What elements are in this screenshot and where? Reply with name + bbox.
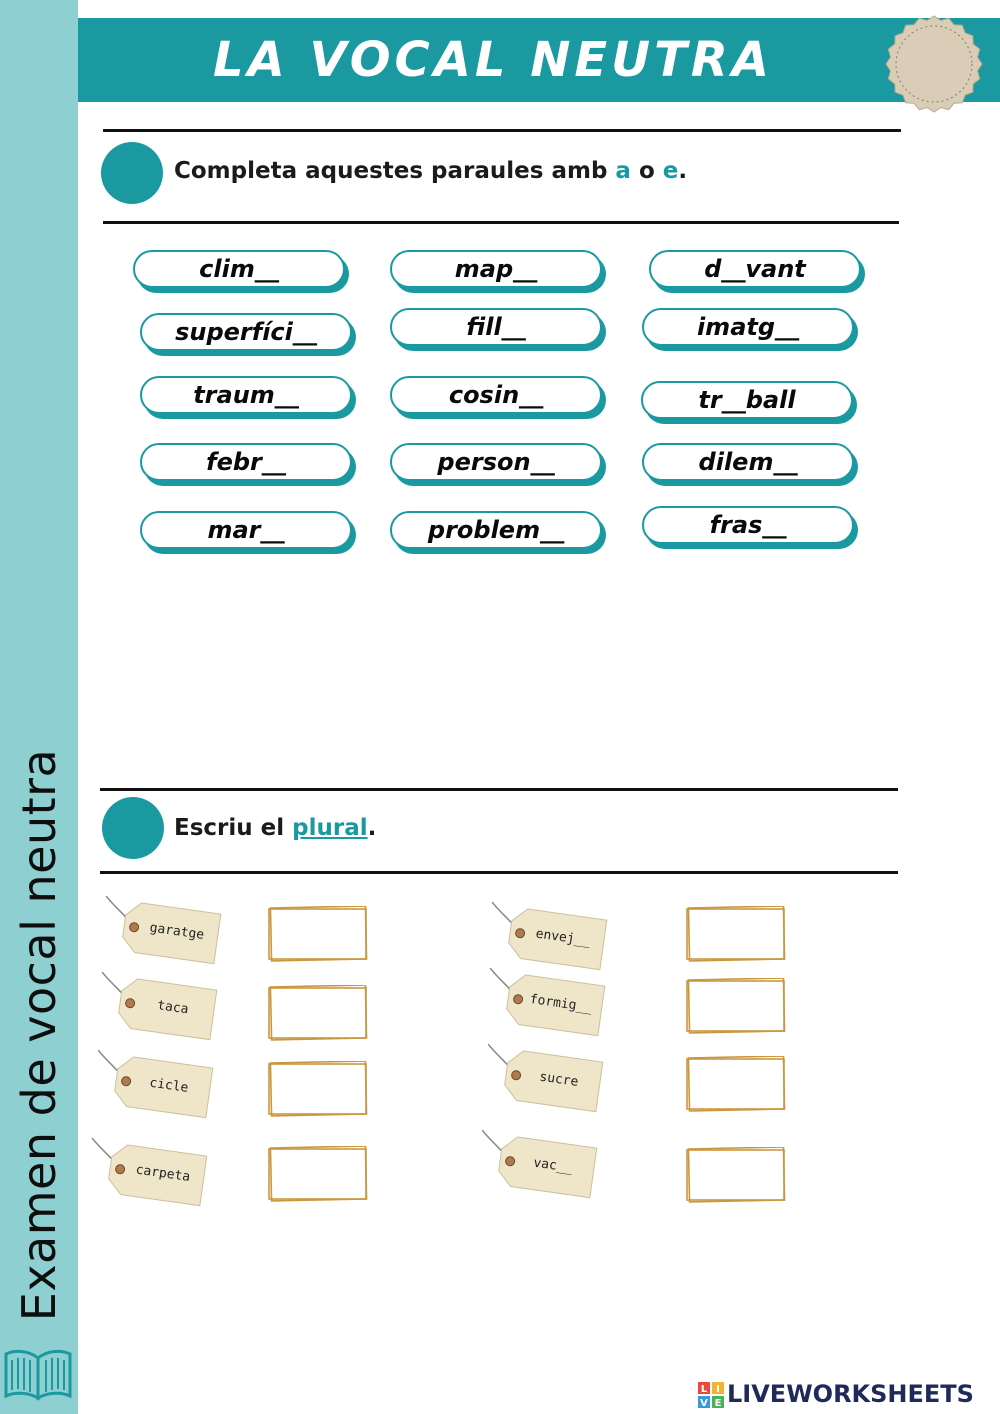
logo-grid-icon <box>697 1378 725 1410</box>
option-a: a <box>615 158 631 184</box>
word-pill[interactable]: fras__ <box>642 506 854 544</box>
answer-box[interactable] <box>267 985 369 1041</box>
tag-label: sucre <box>538 1069 580 1090</box>
instruction-text: Completa aquestes paraules amb <box>174 158 616 184</box>
word-pill[interactable]: cosin__ <box>390 376 602 414</box>
instruction-suffix: . <box>367 815 377 841</box>
answer-box[interactable] <box>685 978 787 1034</box>
section2-top-rule <box>100 788 898 791</box>
open-book-icon <box>2 1346 74 1402</box>
section2-bottom-rule <box>100 871 898 874</box>
liveworksheets-logo[interactable] <box>697 1378 997 1410</box>
answer-box[interactable] <box>267 906 369 962</box>
plural-link[interactable]: plural <box>292 815 368 841</box>
section1-bullet <box>101 142 163 204</box>
section1-bottom-rule <box>103 221 899 224</box>
word-pill[interactable]: problem__ <box>390 511 602 549</box>
word-pill[interactable]: mar__ <box>140 511 352 549</box>
logo-text: LIVEWORKSHEETS <box>727 1380 974 1408</box>
tag <box>92 966 222 1046</box>
header-band <box>78 18 1000 102</box>
word-pill[interactable]: tr__ball <box>641 381 853 419</box>
logo-letter-i: I <box>716 1384 720 1395</box>
word-pill[interactable]: fill__ <box>390 308 602 346</box>
tag-label: garatge <box>148 920 206 943</box>
tag-label: envej__ <box>534 926 592 949</box>
logo-letter-v: V <box>700 1398 708 1409</box>
instruction-connector: o <box>630 158 663 184</box>
section2-bullet <box>102 797 164 859</box>
word-pill[interactable]: map__ <box>390 250 602 288</box>
section1-top-rule <box>103 129 901 132</box>
side-bar <box>0 0 78 1414</box>
word-pill[interactable]: person__ <box>390 443 602 481</box>
section1-instruction <box>174 158 687 184</box>
side-title: Examen de vocal neutra <box>12 748 66 1322</box>
option-e: e <box>662 158 679 184</box>
answer-box[interactable] <box>267 1061 369 1117</box>
answer-box[interactable] <box>685 1147 787 1203</box>
tag <box>82 1132 212 1212</box>
tag-label: formig__ <box>528 991 593 1016</box>
word-pill[interactable]: superfíci__ <box>140 313 352 351</box>
word-pill[interactable]: traum__ <box>140 376 352 414</box>
tag <box>478 1038 608 1118</box>
instruction-text: Escriu el <box>174 815 293 841</box>
tag-label: cicle <box>148 1075 190 1096</box>
word-pill[interactable]: imatg__ <box>642 308 854 346</box>
instruction-suffix: . <box>678 158 688 184</box>
scalloped-badge-icon <box>884 14 984 114</box>
word-pill[interactable]: febr__ <box>140 443 352 481</box>
word-pill[interactable]: clim__ <box>133 250 345 288</box>
section2-instruction <box>174 815 376 841</box>
logo-letter-l: L <box>700 1384 708 1395</box>
tag <box>88 1044 218 1124</box>
answer-box[interactable] <box>685 1056 787 1112</box>
answer-box[interactable] <box>685 906 787 962</box>
word-pill[interactable]: d__vant <box>649 250 861 288</box>
word-pill[interactable]: dilem__ <box>642 443 854 481</box>
logo-letter-e: E <box>714 1398 722 1409</box>
tag-label: carpeta <box>134 1162 192 1185</box>
tag <box>96 890 226 970</box>
page-title: LA VOCAL NEUTRA <box>212 32 773 88</box>
answer-box[interactable] <box>267 1146 369 1202</box>
tag-label: taca <box>156 998 190 1018</box>
tag <box>472 1124 602 1204</box>
tag-label: vac__ <box>532 1155 574 1176</box>
